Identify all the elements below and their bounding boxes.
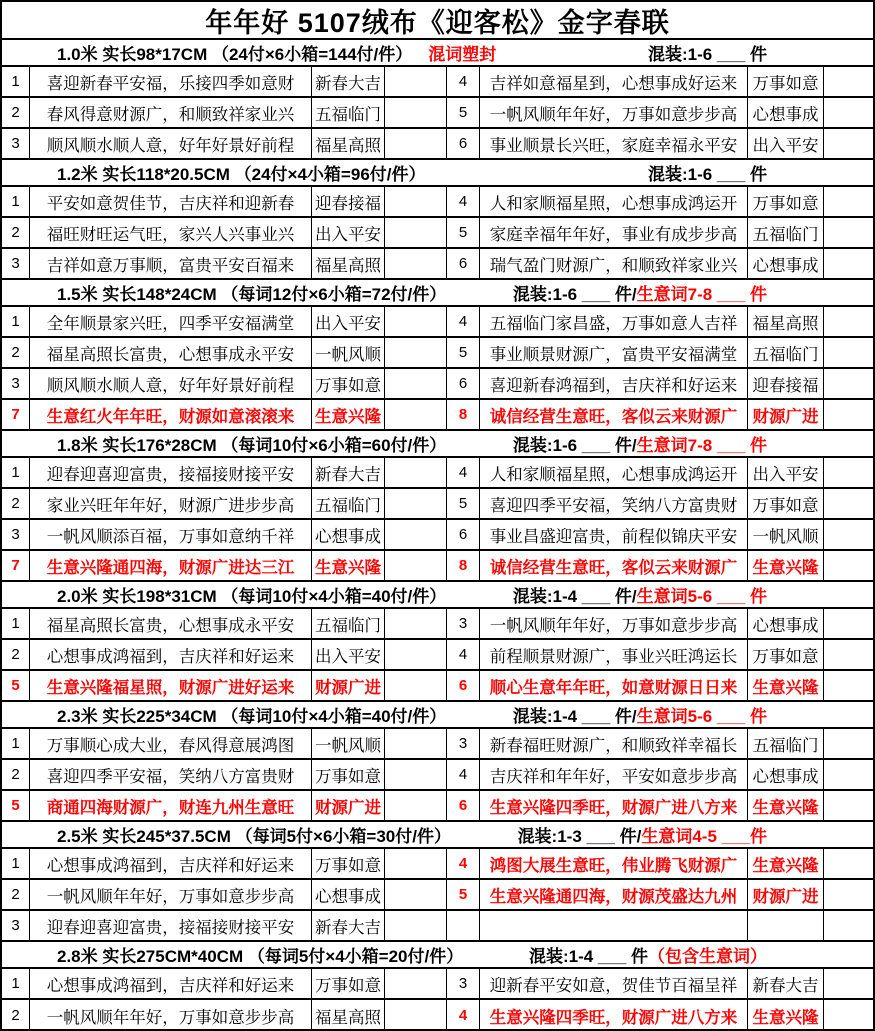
couplet-row [2, 307, 873, 338]
left-qty-cell[interactable] [385, 1000, 447, 1031]
left-word-cell: 五福临门 [312, 609, 385, 638]
left-word-cell: 新春大吉 [312, 911, 385, 940]
left-qty-cell[interactable] [385, 640, 447, 669]
right-word-cell: 五福临门 [748, 218, 824, 247]
left-seq-cell: 2 [2, 98, 30, 127]
left-qty-cell[interactable] [385, 609, 447, 638]
left-word-cell: 出入平安 [312, 218, 385, 247]
left-word-cell: 新春大吉 [312, 458, 385, 487]
couplet-row [2, 880, 873, 911]
section-header [2, 280, 873, 307]
right-seq-cell: 6 [447, 369, 480, 398]
left-phrase-cell: 一帆风顺添百福，万事如意纳千祥 [30, 520, 312, 549]
right-phrase-cell: 生意兴隆四季旺，财源广进八方来 [480, 791, 748, 820]
section-pack [518, 822, 767, 847]
right-qty-cell[interactable] [824, 729, 873, 758]
right-seq-cell: 4 [447, 640, 480, 669]
section-pack-black: 混装:1-6 ___ 件/ [512, 285, 637, 304]
right-qty-cell[interactable] [824, 400, 873, 429]
left-qty-cell[interactable] [385, 880, 447, 909]
left-qty-cell[interactable] [385, 551, 447, 580]
right-seq-cell: 4 [447, 458, 480, 487]
left-word-cell: 万事如意 [312, 969, 385, 998]
section-pack-black: 混装:1-4 ___ 件/ [512, 707, 637, 726]
right-seq-cell: 5 [447, 880, 480, 909]
right-word-cell: 财源广进 [748, 880, 824, 909]
left-phrase-cell: 生意兴隆福星照，财源广进好运来 [30, 671, 312, 700]
section-pack [513, 431, 767, 456]
left-qty-cell[interactable] [385, 791, 447, 820]
size-section [2, 280, 873, 431]
right-seq-cell: 4 [447, 187, 480, 216]
left-seq-cell: 1 [2, 67, 30, 96]
section-pack [513, 280, 767, 305]
couplet-row [2, 911, 873, 942]
right-seq-cell: 4 [447, 307, 480, 336]
couplet-row [2, 67, 873, 98]
left-seq-cell: 1 [2, 458, 30, 487]
right-word-cell: 出入平安 [748, 129, 824, 158]
right-word-cell: 万事如意 [748, 67, 824, 96]
size-section [2, 431, 873, 582]
left-phrase-cell: 喜迎四季平安福，笑纳八方富贵财 [30, 760, 312, 789]
left-phrase-cell: 心想事成鸿福到，吉庆祥和好运来 [30, 849, 312, 878]
left-qty-cell[interactable] [385, 129, 447, 158]
left-phrase-cell: 心想事成鸿福到，吉庆祥和好运来 [30, 640, 312, 669]
left-seq-cell: 1 [2, 849, 30, 878]
section-pack-red: （包含生意词） [648, 947, 767, 966]
left-seq-cell: 2 [2, 640, 30, 669]
left-phrase-cell: 福星高照长富贵，心想事成永平安 [30, 338, 312, 367]
right-word-cell: 万事如意 [748, 489, 824, 518]
left-qty-cell[interactable] [385, 187, 447, 216]
left-seq-cell: 3 [2, 249, 30, 278]
left-seq-cell: 1 [2, 187, 30, 216]
right-seq-cell: 6 [447, 671, 480, 700]
left-seq-cell: 2 [2, 338, 30, 367]
section-note-red: 混词塑封 [428, 45, 497, 64]
left-seq-cell: 5 [2, 791, 30, 820]
section-size-spec: 1.5米 实长148*24CM （每词12付×6小箱=72付/件） [57, 285, 447, 304]
left-qty-cell[interactable] [385, 671, 447, 700]
left-qty-cell[interactable] [385, 969, 447, 998]
section-pack [648, 40, 767, 65]
right-word-cell [748, 911, 824, 940]
right-phrase-cell: 吉庆祥和年年好，平安如意步步高 [480, 760, 748, 789]
left-phrase-cell: 喜迎新春平安福，乐接四季如意财 [30, 67, 312, 96]
size-section [2, 822, 873, 942]
right-seq-cell: 4 [447, 760, 480, 789]
right-phrase-cell: 诚信经营生意旺，客似云来财源广 [480, 400, 748, 429]
right-word-cell: 生意兴隆 [748, 671, 824, 700]
right-word-cell: 心想事成 [748, 249, 824, 278]
left-phrase-cell: 心想事成鸿福到，吉庆祥和好运来 [30, 969, 312, 998]
right-qty-cell[interactable] [824, 67, 873, 96]
left-seq-cell: 2 [2, 218, 30, 247]
left-phrase-cell: 迎春迎喜迎富贵，接福接财接平安 [30, 458, 312, 487]
couplet-row [2, 760, 873, 791]
section-header [2, 582, 873, 609]
size-section [2, 942, 873, 1031]
right-qty-cell[interactable] [824, 791, 873, 820]
right-phrase-cell: 事业顺景财源广，富贵平安福满堂 [480, 338, 748, 367]
right-seq-cell: 3 [447, 609, 480, 638]
left-seq-cell: 1 [2, 729, 30, 758]
right-seq-cell: 3 [447, 969, 480, 998]
right-qty-cell[interactable] [824, 369, 873, 398]
left-word-cell: 出入平安 [312, 307, 385, 336]
section-header [2, 942, 873, 969]
right-word-cell: 一帆风顺 [748, 520, 824, 549]
couplet-row [2, 551, 873, 582]
right-word-cell: 心想事成 [748, 609, 824, 638]
left-word-cell: 财源广进 [312, 791, 385, 820]
right-seq-cell: 3 [447, 729, 480, 758]
right-phrase-cell [480, 911, 748, 940]
couplet-row [2, 520, 873, 551]
left-word-cell: 一帆风顺 [312, 729, 385, 758]
right-seq-cell: 4 [447, 67, 480, 96]
left-qty-cell[interactable] [385, 338, 447, 367]
left-phrase-cell: 商通四海财源广，财连九州生意旺 [30, 791, 312, 820]
right-word-cell: 心想事成 [748, 98, 824, 127]
right-qty-cell[interactable] [824, 249, 873, 278]
right-seq-cell: 4 [447, 1000, 480, 1031]
couplet-row [2, 249, 873, 280]
left-word-cell: 万事如意 [312, 849, 385, 878]
left-qty-cell[interactable] [385, 849, 447, 878]
left-phrase-cell: 全年顺景家兴旺，四季平安福满堂 [30, 307, 312, 336]
left-qty-cell[interactable] [385, 98, 447, 127]
couplet-row [2, 458, 873, 489]
section-pack-black: 混装:1-3 ___ 件/ [517, 827, 642, 846]
right-seq-cell: 5 [447, 98, 480, 127]
section-pack-red: 生意词5-6 ___ 件 [636, 587, 767, 606]
left-seq-cell: 3 [2, 369, 30, 398]
couplet-row [2, 369, 873, 400]
right-qty-cell[interactable] [824, 520, 873, 549]
right-phrase-cell: 喜迎四季平安福，笑纳八方富贵财 [480, 489, 748, 518]
left-qty-cell[interactable] [385, 67, 447, 96]
left-qty-cell[interactable] [385, 520, 447, 549]
section-size-spec: 2.5米 实长245*37.5CM （每词5付×6小箱=30付/件） [57, 827, 451, 846]
right-qty-cell[interactable] [824, 489, 873, 518]
right-qty-cell[interactable] [824, 1000, 873, 1031]
couplet-row [2, 671, 873, 702]
right-word-cell: 五福临门 [748, 729, 824, 758]
section-size-spec: 2.3米 实长225*34CM （每词10付×4小箱=40付/件） [57, 707, 447, 726]
section-size-spec: 2.0米 实长198*31CM （每词10付×4小箱=40付/件） [57, 587, 447, 606]
couplet-row [2, 729, 873, 760]
left-word-cell: 五福临门 [312, 98, 385, 127]
right-qty-cell[interactable] [824, 307, 873, 336]
right-word-cell: 财源广进 [748, 400, 824, 429]
right-qty-cell[interactable] [824, 911, 873, 940]
left-seq-cell: 2 [2, 489, 30, 518]
left-seq-cell: 3 [2, 129, 30, 158]
sections [2, 40, 873, 1031]
left-seq-cell: 3 [2, 520, 30, 549]
right-seq-cell: 8 [447, 551, 480, 580]
right-phrase-cell: 一帆风顺年年好，万事如意步步高 [480, 98, 748, 127]
right-phrase-cell: 事业昌盛迎富贵，前程似锦庆平安 [480, 520, 748, 549]
couplet-row [2, 1000, 873, 1031]
size-section [2, 702, 873, 822]
left-seq-cell: 1 [2, 969, 30, 998]
right-word-cell: 五福临门 [748, 338, 824, 367]
left-phrase-cell: 生意兴隆通四海，财源广进达三江 [30, 551, 312, 580]
section-header [2, 822, 873, 849]
right-qty-cell[interactable] [824, 671, 873, 700]
right-word-cell: 心想事成 [748, 760, 824, 789]
right-seq-cell: 5 [447, 218, 480, 247]
left-qty-cell[interactable] [385, 400, 447, 429]
right-seq-cell: 5 [447, 338, 480, 367]
size-section [2, 160, 873, 280]
left-word-cell: 五福临门 [312, 489, 385, 518]
right-phrase-cell: 人和家顺福星照，心想事成鸿运开 [480, 458, 748, 487]
size-section [2, 40, 873, 160]
couplet-row [2, 338, 873, 369]
section-size-spec: 1.0米 实长98*17CM （24付×6小箱=144付/件） [57, 45, 413, 64]
left-phrase-cell: 万事顺心成大业，春风得意展鸿图 [30, 729, 312, 758]
section-rows [2, 187, 873, 280]
left-word-cell: 福星高照 [312, 249, 385, 278]
section-pack-black: 混装:1-6 ___ 件 [647, 45, 767, 64]
right-word-cell: 万事如意 [748, 640, 824, 669]
left-seq-cell: 1 [2, 307, 30, 336]
right-qty-cell[interactable] [824, 129, 873, 158]
right-word-cell: 生意兴隆 [748, 791, 824, 820]
right-qty-cell[interactable] [824, 551, 873, 580]
left-word-cell: 心想事成 [312, 520, 385, 549]
section-pack [513, 582, 767, 607]
couplet-row [2, 609, 873, 640]
right-qty-cell[interactable] [824, 640, 873, 669]
left-qty-cell[interactable] [385, 729, 447, 758]
couplet-row [2, 400, 873, 431]
left-seq-cell: 1 [2, 609, 30, 638]
right-qty-cell[interactable] [824, 849, 873, 878]
left-phrase-cell: 平安如意贺佳节，吉庆祥和迎新春 [30, 187, 312, 216]
section-rows [2, 609, 873, 702]
section-pack-black: 混装:1-4 ___ 件 [528, 947, 648, 966]
right-word-cell: 生意兴隆 [748, 1000, 824, 1031]
left-word-cell: 迎春接福 [312, 187, 385, 216]
left-word-cell: 生意兴隆 [312, 400, 385, 429]
right-seq-cell: 6 [447, 791, 480, 820]
left-phrase-cell: 吉祥如意万事顺，富贵平安百福来 [30, 249, 312, 278]
right-word-cell: 出入平安 [748, 458, 824, 487]
right-phrase-cell: 鸿图大展生意旺，伟业腾飞财源广 [480, 849, 748, 878]
right-phrase-cell: 五福临门家昌盛，万事如意人吉祥 [480, 307, 748, 336]
section-rows [2, 969, 873, 1031]
right-word-cell: 生意兴隆 [748, 849, 824, 878]
page-title: 年年好 5107绒布《迎客松》金字春联 [2, 2, 873, 40]
section-pack-red: 生意词7-8 ___ 件 [636, 285, 767, 304]
left-seq-cell: 2 [2, 760, 30, 789]
right-seq-cell: 5 [447, 489, 480, 518]
right-phrase-cell: 事业顺景长兴旺，家庭幸福永平安 [480, 129, 748, 158]
left-phrase-cell: 一帆风顺年年好，万事如意步步高 [30, 880, 312, 909]
left-word-cell: 出入平安 [312, 640, 385, 669]
right-phrase-cell: 一帆风顺年年好，万事如意步步高 [480, 609, 748, 638]
right-qty-cell[interactable] [824, 458, 873, 487]
left-phrase-cell: 顺风顺水顺人意，好年好景好前程 [30, 369, 312, 398]
left-qty-cell[interactable] [385, 369, 447, 398]
right-phrase-cell: 生意兴隆四季旺，财源广进八方来 [480, 1000, 748, 1031]
couplet-row [2, 98, 873, 129]
left-seq-cell: 7 [2, 400, 30, 429]
left-seq-cell: 7 [2, 551, 30, 580]
right-qty-cell[interactable] [824, 338, 873, 367]
section-pack-red: 生意词7-8 ___ 件 [636, 436, 767, 455]
left-qty-cell[interactable] [385, 458, 447, 487]
left-seq-cell: 5 [2, 671, 30, 700]
left-word-cell: 万事如意 [312, 760, 385, 789]
right-phrase-cell: 诚信经营生意旺，客似云来财源广 [480, 551, 748, 580]
left-qty-cell[interactable] [385, 249, 447, 278]
right-phrase-cell: 迎新春平安如意，贺佳节百福呈祥 [480, 969, 748, 998]
left-phrase-cell: 福旺财旺运气旺，家兴人兴事业兴 [30, 218, 312, 247]
section-header [2, 702, 873, 729]
section-size-spec: 1.8米 实长176*28CM （每词10付×6小箱=60付/件） [57, 436, 447, 455]
left-word-cell: 一帆风顺 [312, 338, 385, 367]
left-word-cell: 新春大吉 [312, 67, 385, 96]
section-pack [648, 160, 767, 185]
couplet-row [2, 129, 873, 160]
left-seq-cell: 2 [2, 880, 30, 909]
section-header [2, 431, 873, 458]
section-size-spec: 1.2米 实长118*20.5CM （24付×4小箱=96付/件） [57, 165, 426, 184]
right-seq-cell: 4 [447, 849, 480, 878]
section-rows [2, 67, 873, 160]
right-word-cell: 万事如意 [748, 187, 824, 216]
left-qty-cell[interactable] [385, 760, 447, 789]
right-qty-cell[interactable] [824, 760, 873, 789]
couplet-row [2, 218, 873, 249]
left-word-cell: 万事如意 [312, 369, 385, 398]
section-pack-black: 混装:1-4 ___ 件/ [512, 587, 637, 606]
left-word-cell: 福星高照 [312, 129, 385, 158]
left-qty-cell[interactable] [385, 489, 447, 518]
right-seq-cell [447, 911, 480, 940]
couplet-row [2, 791, 873, 822]
right-phrase-cell: 生意兴隆通四海，财源茂盛达九州 [480, 880, 748, 909]
couplet-row [2, 969, 873, 1000]
right-word-cell: 迎春接福 [748, 369, 824, 398]
section-pack [529, 942, 767, 967]
right-qty-cell[interactable] [824, 609, 873, 638]
right-word-cell: 福星高照 [748, 307, 824, 336]
left-phrase-cell: 春风得意财源广，和顺致祥家业兴 [30, 98, 312, 127]
right-qty-cell[interactable] [824, 218, 873, 247]
size-section [2, 582, 873, 702]
left-seq-cell: 3 [2, 911, 30, 940]
section-pack-red: 生意词4-5 ___件 [641, 827, 767, 846]
couplet-row [2, 187, 873, 218]
right-phrase-cell: 新春福旺财源广，和顺致祥幸福长 [480, 729, 748, 758]
right-phrase-cell: 人和家顺福星照，心想事成鸿运开 [480, 187, 748, 216]
section-pack-red: 生意词5-6 ___ 件 [636, 707, 767, 726]
right-word-cell: 生意兴隆 [748, 551, 824, 580]
left-word-cell: 心想事成 [312, 880, 385, 909]
section-pack-black: 混装:1-6 ___ 件 [647, 165, 767, 184]
left-phrase-cell: 生意红火年年旺，财源如意滚滚来 [30, 400, 312, 429]
right-qty-cell[interactable] [824, 98, 873, 127]
section-size-spec: 2.8米 实长275CM*40CM （每词5付×4小箱=20付/件） [57, 947, 464, 966]
section-rows [2, 458, 873, 582]
right-seq-cell: 6 [447, 249, 480, 278]
couplet-row [2, 489, 873, 520]
left-qty-cell[interactable] [385, 307, 447, 336]
right-phrase-cell: 顺心生意年年旺，如意财源日日来 [480, 671, 748, 700]
right-phrase-cell: 前程顺景财源广，事业兴旺鸿运长 [480, 640, 748, 669]
section-pack [513, 702, 767, 727]
right-word-cell: 新春大吉 [748, 969, 824, 998]
section-rows [2, 849, 873, 942]
right-phrase-cell: 吉祥如意福星到，心想事成好运来 [480, 67, 748, 96]
right-phrase-cell: 家庭幸福年年好，事业有成步步高 [480, 218, 748, 247]
left-phrase-cell: 迎春迎喜迎富贵，接福接财接平安 [30, 911, 312, 940]
section-header [2, 160, 873, 187]
section-pack-black: 混装:1-6 ___ 件/ [512, 436, 637, 455]
left-qty-cell[interactable] [385, 218, 447, 247]
right-qty-cell[interactable] [824, 187, 873, 216]
right-seq-cell: 6 [447, 520, 480, 549]
section-rows [2, 307, 873, 431]
left-phrase-cell: 一帆风顺年年好，万事如意步步高 [30, 1000, 312, 1031]
left-word-cell: 福星高照 [312, 1000, 385, 1031]
left-phrase-cell: 顺风顺水顺人意，好年好景好前程 [30, 129, 312, 158]
couplet-row [2, 640, 873, 671]
section-rows [2, 729, 873, 822]
left-word-cell: 生意兴隆 [312, 551, 385, 580]
left-qty-cell[interactable] [385, 911, 447, 940]
right-seq-cell: 6 [447, 129, 480, 158]
left-phrase-cell: 家业兴旺年年好，财源广进步步高 [30, 489, 312, 518]
right-qty-cell[interactable] [824, 969, 873, 998]
right-seq-cell: 8 [447, 400, 480, 429]
section-header [2, 40, 873, 67]
left-seq-cell: 2 [2, 1000, 30, 1031]
right-phrase-cell: 瑞气盈门财源广，和顺致祥家业兴 [480, 249, 748, 278]
right-qty-cell[interactable] [824, 880, 873, 909]
right-phrase-cell: 喜迎新春鸿福到，吉庆祥和好运来 [480, 369, 748, 398]
left-word-cell: 财源广进 [312, 671, 385, 700]
couplet-row [2, 849, 873, 880]
left-phrase-cell: 福星高照长富贵，心想事成永平安 [30, 609, 312, 638]
